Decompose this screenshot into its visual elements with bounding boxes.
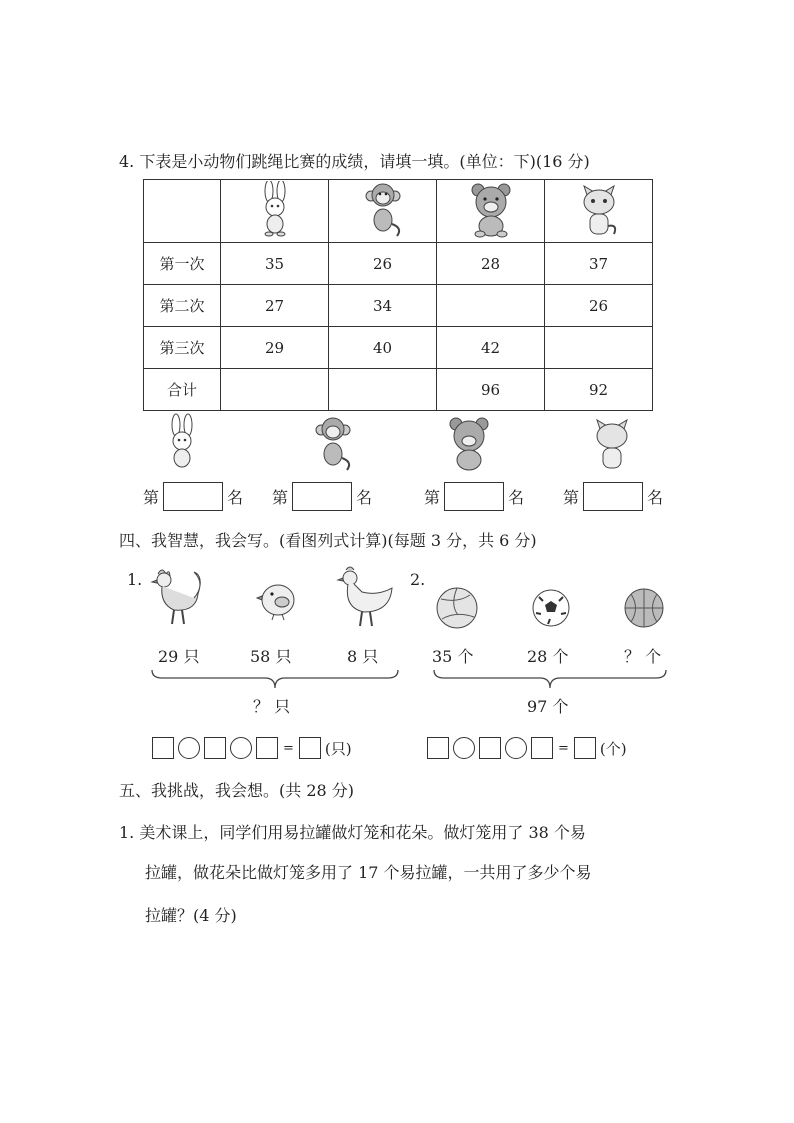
- rank-prefix: 第: [272, 488, 289, 507]
- table-cell: 96: [437, 369, 545, 411]
- rank-suffix: 名: [508, 488, 525, 507]
- hen-icon: [334, 564, 396, 628]
- header-bear: [437, 180, 545, 243]
- rank-prefix: 第: [424, 488, 441, 507]
- basketball-icon: [622, 586, 666, 630]
- question-5-1-line-2: 拉罐，做花朵比做灯笼多用了 17 个易拉罐，一共用了多少个易: [145, 863, 592, 882]
- table-row: [144, 369, 653, 411]
- table-cell: 34: [329, 285, 437, 327]
- table-cell: 40: [329, 327, 437, 369]
- cat-icon: [576, 180, 622, 238]
- monkey-icon: [361, 180, 405, 238]
- soccer-ball-icon: [530, 587, 572, 629]
- table-row: [144, 243, 653, 285]
- equals-sign: =: [283, 740, 294, 756]
- equation-2: [427, 737, 627, 759]
- bear-icon: [446, 413, 492, 473]
- table-cell: 26: [329, 243, 437, 285]
- total-known: 97 个: [527, 697, 569, 716]
- operator-circle[interactable]: [453, 737, 475, 759]
- count-basketballs: ？ 个: [624, 647, 662, 666]
- answer-box[interactable]: [152, 737, 174, 759]
- question-5-1-line-1: 1. 美术课上，同学们用易拉罐做灯笼和花朵。做灯笼用了 38 个易: [119, 823, 586, 842]
- table-cell: 29: [221, 327, 329, 369]
- table-cell: 42: [437, 327, 545, 369]
- row-label: 第三次: [144, 327, 221, 369]
- result-box[interactable]: [574, 737, 596, 759]
- answer-box[interactable]: [427, 737, 449, 759]
- header-rabbit: [221, 180, 329, 243]
- rank-rabbit: [143, 482, 243, 511]
- equation-1: [152, 737, 352, 759]
- score-table: [143, 179, 653, 411]
- table-cell: 35: [221, 243, 329, 285]
- rank-bear: [424, 482, 524, 511]
- rank-monkey: [272, 482, 372, 511]
- rooster-icon: [148, 564, 212, 628]
- answer-box[interactable]: [531, 737, 553, 759]
- problem-2-number: 2.: [410, 570, 426, 589]
- table-row: [144, 285, 653, 327]
- section-5-title: 五、我挑战，我会想。(共 28 分): [119, 781, 355, 800]
- answer-cell[interactable]: [221, 369, 329, 411]
- table-cell: 28: [437, 243, 545, 285]
- result-box[interactable]: [299, 737, 321, 759]
- table-cell: 37: [545, 243, 653, 285]
- operator-circle[interactable]: [230, 737, 252, 759]
- table-header-row: [144, 180, 653, 243]
- rank-prefix: 第: [563, 488, 580, 507]
- count-chicks: 58 只: [250, 647, 292, 666]
- chick-icon: [256, 574, 300, 622]
- corner-cell: [144, 180, 221, 243]
- monkey-icon: [311, 413, 355, 473]
- unit-label: (个): [599, 739, 627, 758]
- rank-cat: [563, 482, 663, 511]
- operator-circle[interactable]: [178, 737, 200, 759]
- row-label: 合计: [144, 369, 221, 411]
- bear-icon: [468, 180, 514, 238]
- question-4-title: 4. 下表是小动物们跳绳比赛的成绩，请填一填。(单位：下)(16 分): [119, 152, 590, 171]
- question-5-1-line-3: 拉罐？(4 分): [145, 906, 237, 925]
- table-cell: 27: [221, 285, 329, 327]
- table-cell: 92: [545, 369, 653, 411]
- operator-circle[interactable]: [505, 737, 527, 759]
- rank-input[interactable]: [583, 482, 643, 511]
- rank-input[interactable]: [444, 482, 504, 511]
- row-label: 第一次: [144, 243, 221, 285]
- brace-icon: [432, 668, 668, 692]
- answer-cell[interactable]: [545, 327, 653, 369]
- answer-cell[interactable]: [329, 369, 437, 411]
- brace-icon: [150, 668, 400, 692]
- equals-sign: =: [558, 740, 569, 756]
- answer-box[interactable]: [256, 737, 278, 759]
- answer-cell[interactable]: [437, 285, 545, 327]
- rank-suffix: 名: [227, 488, 244, 507]
- table-cell: 26: [545, 285, 653, 327]
- rank-input[interactable]: [292, 482, 352, 511]
- answer-box[interactable]: [204, 737, 226, 759]
- answer-box[interactable]: [479, 737, 501, 759]
- rank-suffix: 名: [356, 488, 373, 507]
- header-cat: [545, 180, 653, 243]
- count-hens: 8 只: [347, 647, 379, 666]
- total-unknown: ？ 只: [253, 697, 291, 716]
- count-roosters: 29 只: [158, 647, 200, 666]
- rank-prefix: 第: [143, 488, 160, 507]
- row-label: 第二次: [144, 285, 221, 327]
- rabbit-icon: [255, 181, 295, 237]
- section-4-title: 四、我智慧，我会写。(看图列式计算)(每题 3 分，共 6 分): [119, 531, 537, 550]
- problem-1-number: 1.: [127, 570, 143, 589]
- rank-suffix: 名: [647, 488, 664, 507]
- rabbit-icon: [162, 413, 202, 473]
- count-volleyballs: 35 个: [432, 647, 474, 666]
- rank-input[interactable]: [163, 482, 223, 511]
- volleyball-icon: [434, 585, 480, 631]
- unit-label: (只): [324, 739, 352, 758]
- header-monkey: [329, 180, 437, 243]
- count-soccer-balls: 28 个: [527, 647, 569, 666]
- cat-icon: [589, 413, 635, 473]
- table-row: [144, 327, 653, 369]
